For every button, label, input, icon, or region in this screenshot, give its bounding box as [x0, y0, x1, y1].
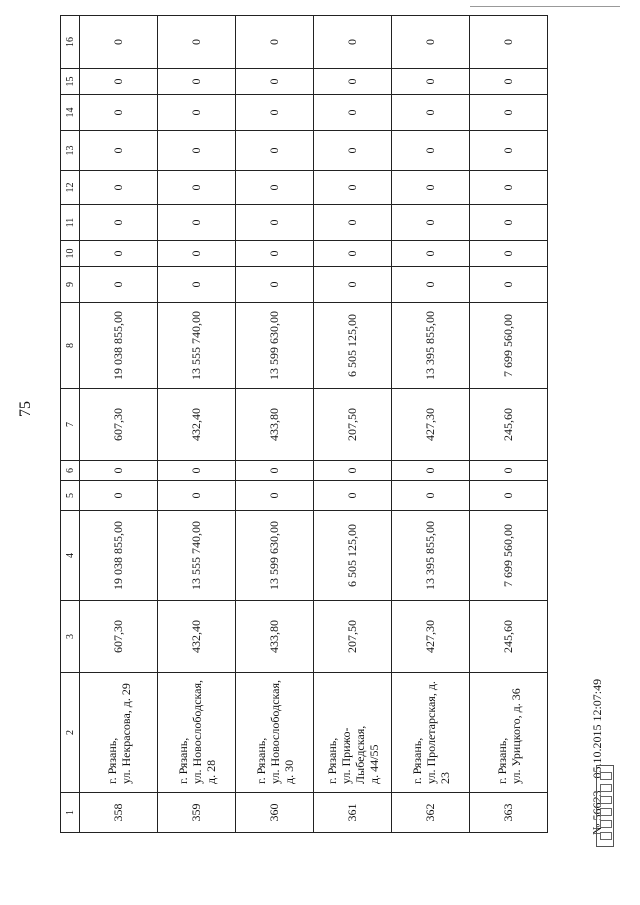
value-cell: 0: [470, 481, 548, 511]
value-cell: 0: [392, 241, 470, 267]
register-table: [60, 15, 548, 833]
cost-cell: 6 505 125,00: [314, 511, 392, 601]
cost-cell: 13 599 630,00: [236, 303, 314, 389]
row-number: 361: [314, 793, 392, 833]
column-header: 10: [61, 241, 80, 267]
cost-cell: 6 505 125,00: [314, 303, 392, 389]
cost-cell: 13 555 740,00: [158, 303, 236, 389]
column-header: 4: [61, 511, 80, 601]
register-table-container: [60, 16, 540, 833]
column-header: 9: [61, 267, 80, 303]
page-number: 75: [17, 401, 34, 417]
cost-cell: 19 038 855,00: [80, 303, 158, 389]
row-number: 363: [470, 793, 548, 833]
table-row: [80, 16, 158, 833]
value-cell: 0: [158, 131, 236, 171]
area-cell: 245,60: [470, 389, 548, 461]
column-header: 2: [61, 673, 80, 793]
value-cell: 0: [314, 481, 392, 511]
table-row: [392, 16, 470, 833]
address-cell: [236, 673, 314, 793]
value-cell: 0: [236, 205, 314, 241]
column-header: 3: [61, 601, 80, 673]
value-cell: 0: [470, 16, 548, 69]
value-cell: 0: [314, 171, 392, 205]
address-street: ул. Некрасова, д. 29: [118, 683, 133, 784]
cost-cell: 19 038 855,00: [80, 511, 158, 601]
value-cell: 0: [158, 461, 236, 481]
value-cell: 0: [236, 69, 314, 95]
area-cell: 607,30: [80, 601, 158, 673]
value-cell: 0: [80, 205, 158, 241]
value-cell: 0: [470, 205, 548, 241]
cost-cell: 13 395 855,00: [392, 303, 470, 389]
area-cell: 607,30: [80, 389, 158, 461]
area-cell: 207,50: [314, 389, 392, 461]
value-cell: 0: [80, 461, 158, 481]
value-cell: 0: [314, 69, 392, 95]
area-cell: 432,40: [158, 601, 236, 673]
value-cell: 0: [470, 131, 548, 171]
column-header: 5: [61, 481, 80, 511]
value-cell: 0: [470, 171, 548, 205]
value-cell: 0: [236, 267, 314, 303]
value-cell: 0: [80, 171, 158, 205]
value-cell: 0: [80, 69, 158, 95]
address-city: г. Рязань,: [253, 737, 268, 784]
address-cell: [158, 673, 236, 793]
address-street: ул. Прижо-Лыбедская,: [338, 725, 367, 784]
value-cell: 0: [314, 241, 392, 267]
cost-cell: 13 395 855,00: [392, 511, 470, 601]
value-cell: 0: [470, 69, 548, 95]
value-cell: 0: [236, 16, 314, 69]
document-datetime: 05.10.2015 12:07:49: [590, 678, 604, 779]
value-cell: 0: [470, 95, 548, 131]
value-cell: 0: [158, 171, 236, 205]
value-cell: 0: [392, 267, 470, 303]
value-cell: 0: [236, 481, 314, 511]
area-cell: 427,30: [392, 389, 470, 461]
value-cell: 0: [392, 69, 470, 95]
value-cell: 0: [392, 16, 470, 69]
value-cell: 0: [158, 16, 236, 69]
value-cell: 0: [470, 461, 548, 481]
area-cell: 245,60: [470, 601, 548, 673]
column-header: 11: [61, 205, 80, 241]
column-header: 13: [61, 131, 80, 171]
registry-logo-icon: [596, 765, 614, 847]
cost-cell: 13 599 630,00: [236, 511, 314, 601]
value-cell: 0: [158, 267, 236, 303]
value-cell: 0: [236, 461, 314, 481]
value-cell: 0: [392, 461, 470, 481]
value-cell: 0: [392, 205, 470, 241]
value-cell: 0: [314, 95, 392, 131]
scan-artifact: [470, 6, 620, 7]
address-street: ул. Урицкого, д. 36: [508, 688, 523, 784]
column-header: 12: [61, 171, 80, 205]
value-cell: 0: [236, 241, 314, 267]
address-street: ул. Новослободская, д. 28: [189, 679, 218, 784]
value-cell: 0: [80, 241, 158, 267]
row-number: 358: [80, 793, 158, 833]
header-row: [61, 16, 80, 833]
value-cell: 0: [236, 171, 314, 205]
value-cell: 0: [470, 267, 548, 303]
address-city: г. Рязань,: [409, 737, 424, 784]
address-cell: [314, 673, 392, 793]
row-number: 360: [236, 793, 314, 833]
address-city: г. Рязань,: [104, 737, 119, 784]
document-number: № 56623: [590, 790, 604, 835]
value-cell: 0: [392, 171, 470, 205]
value-cell: 0: [80, 481, 158, 511]
value-cell: 0: [314, 461, 392, 481]
value-cell: 0: [314, 16, 392, 69]
area-cell: 433,80: [236, 601, 314, 673]
column-header: 14: [61, 95, 80, 131]
address-cell: [392, 673, 470, 793]
area-cell: 427,30: [392, 601, 470, 673]
address-street: ул. Новослободская, д. 30: [267, 679, 296, 784]
value-cell: 0: [392, 95, 470, 131]
value-cell: 0: [236, 95, 314, 131]
address-city: г. Рязань,: [175, 737, 190, 784]
value-cell: 0: [80, 267, 158, 303]
row-number: 362: [392, 793, 470, 833]
value-cell: 0: [158, 95, 236, 131]
value-cell: 0: [158, 481, 236, 511]
value-cell: 0: [80, 16, 158, 69]
column-header: 15: [61, 69, 80, 95]
address-city: г. Рязань,: [324, 737, 339, 784]
column-header: 7: [61, 389, 80, 461]
area-cell: 433,80: [236, 389, 314, 461]
value-cell: 0: [158, 205, 236, 241]
address-cell: [80, 673, 158, 793]
address-cell: [470, 673, 548, 793]
value-cell: 0: [80, 131, 158, 171]
value-cell: 0: [314, 131, 392, 171]
value-cell: 0: [314, 205, 392, 241]
value-cell: 0: [392, 481, 470, 511]
column-header: 16: [61, 16, 80, 69]
table-row: [158, 16, 236, 833]
value-cell: 0: [158, 241, 236, 267]
column-header: 1: [61, 793, 80, 833]
address-street: ул. Пролетарская, д. 23: [423, 681, 452, 784]
column-header: 8: [61, 303, 80, 389]
table-row: [470, 16, 548, 833]
row-number: 359: [158, 793, 236, 833]
table-row: [314, 16, 392, 833]
column-header: 6: [61, 461, 80, 481]
value-cell: 0: [314, 267, 392, 303]
table-row: [236, 16, 314, 833]
value-cell: 0: [392, 131, 470, 171]
value-cell: 0: [158, 69, 236, 95]
cost-cell: 7 699 560,00: [470, 303, 548, 389]
area-cell: 207,50: [314, 601, 392, 673]
address-city: г. Рязань,: [494, 737, 509, 784]
value-cell: 0: [470, 241, 548, 267]
address-extra: д. 44/55: [366, 744, 381, 784]
cost-cell: 13 555 740,00: [158, 511, 236, 601]
value-cell: 0: [236, 131, 314, 171]
cost-cell: 7 699 560,00: [470, 511, 548, 601]
value-cell: 0: [80, 95, 158, 131]
area-cell: 432,40: [158, 389, 236, 461]
